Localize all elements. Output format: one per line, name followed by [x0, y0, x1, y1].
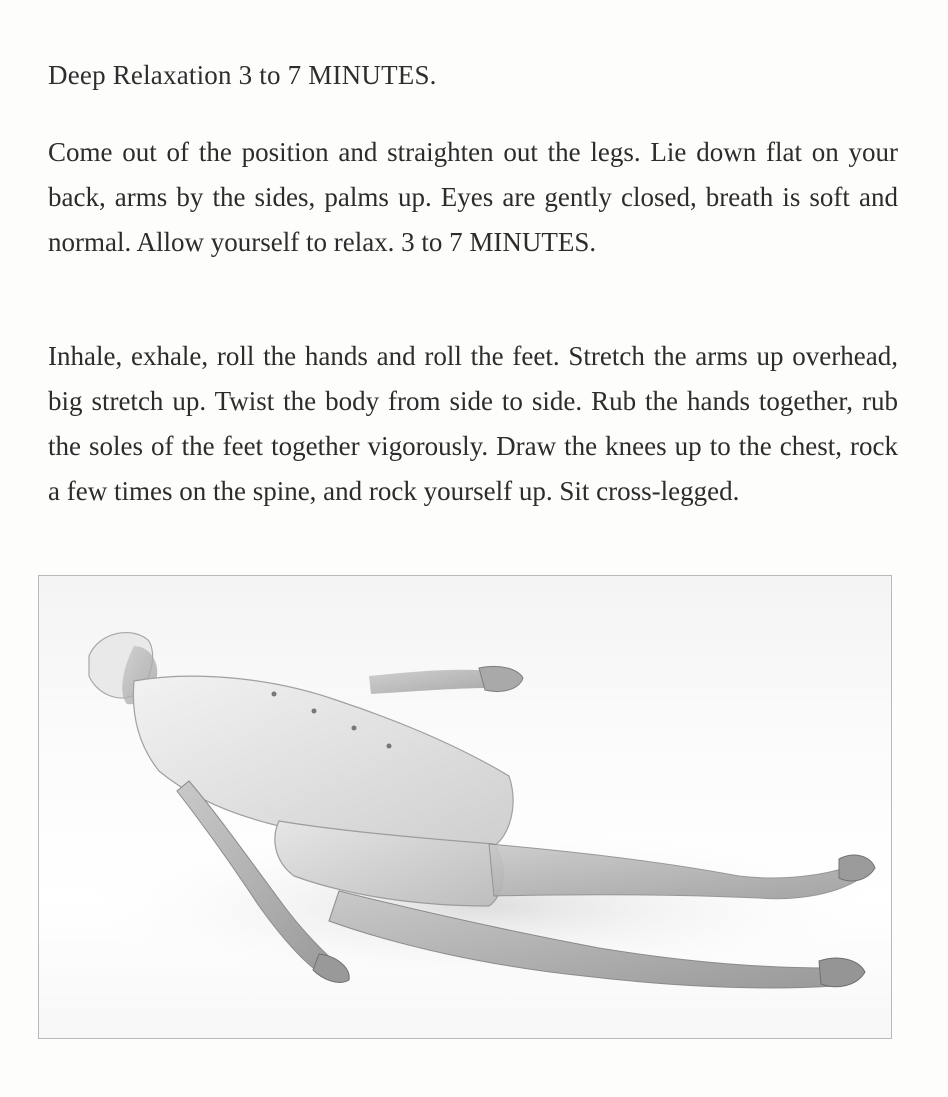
far-hand [479, 666, 523, 691]
shirt [133, 676, 513, 846]
person-lying-down-icon [39, 576, 892, 1039]
section-heading: Deep Relaxation 3 to 7 MINUTES. [48, 60, 437, 90]
instruction-paragraph-1: Come out of the position and straighten out the legs. Lie down flat on your back, arms by the sides, palms up. Eyes are gently closed, breath is soft and normal. Allow yourself to relax. 3 to 7 MINUTES. [48, 137, 898, 257]
far-arm [369, 670, 491, 694]
instruction-paragraph-2: Inhale, exhale, roll the hands and roll the feet. Stretch the arms up overhead, big stretch up. Twist the body from side to side. Rub the hands together, rub the soles of the feet together vigorously. Draw the knees up to the chest, rock a few times on the spine, and rock yourself up. Sit cross-legged. [48, 341, 898, 506]
near-foot [819, 958, 865, 987]
relaxation-photo [38, 575, 892, 1039]
